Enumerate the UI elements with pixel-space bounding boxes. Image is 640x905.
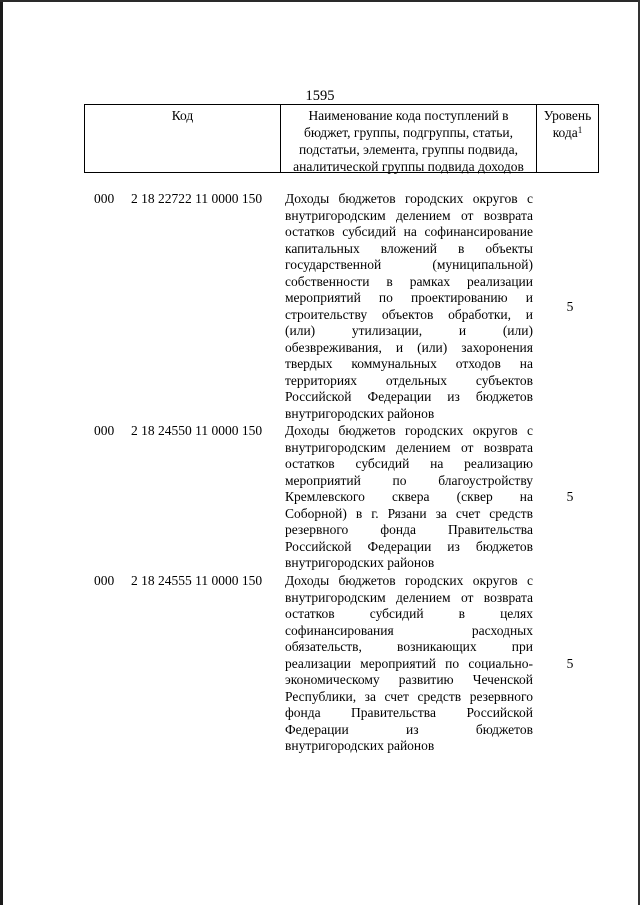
row-name-line: собственности в рамках реализации [285, 273, 533, 289]
row-revenue-code: 2 18 24555 11 0000 150 [131, 573, 263, 588]
row-name-line: внутригородских районов [285, 738, 435, 753]
row-name [285, 191, 533, 422]
row-name-line: государственной (муниципальной) [285, 257, 533, 272]
row-name-line: обязательств, возникающих при [285, 639, 533, 654]
row-name [285, 573, 533, 755]
row-name-line: Доходы бюджетов городских округов с [285, 423, 533, 438]
row-name-line: внутригородским делением от возврата [285, 589, 533, 605]
header-name-line: подстатьи, элемента, группы подвида, [298, 142, 519, 157]
row-name-line: внутригородским делением от возврата [285, 207, 533, 223]
row-name-line: Федерации из бюджетов [285, 721, 533, 737]
row-name-line: остатков субсидий на софинансирование [285, 224, 533, 239]
row-name-line: Республики, за счет средств резервного [285, 688, 533, 704]
header-level-line2 [537, 124, 598, 141]
page-number: 1595 [305, 88, 335, 104]
row-name-line: софинансирования расходных [285, 622, 533, 638]
row-admin-code: 000 [94, 573, 115, 588]
row-name-line: экономическому развитию Чеченской [285, 672, 533, 687]
row-name-line: резервного фонда Правительства [285, 522, 533, 537]
row-name [285, 423, 533, 572]
row-name-line: твердых коммунальных отходов на [285, 356, 533, 371]
row-name-line: внутригородским делением от возврата [285, 439, 533, 455]
row-revenue-code: 2 18 22722 11 0000 150 [131, 191, 263, 206]
row-name-line: мероприятий по проектированию и [285, 290, 533, 305]
row-name-line: реализации мероприятий по социально- [285, 655, 533, 671]
row-name-line: остатков субсидий в целях [285, 606, 533, 621]
row-name-line: капитальных вложений в объекты [285, 240, 533, 256]
row-level: 5 [566, 489, 574, 504]
header-name-line: бюджет, группы, подгруппы, статьи, [304, 125, 513, 140]
row-name-line: (или) утилизации, и (или) [285, 323, 533, 338]
row-name-line: Кремлевского сквера (сквер на [285, 489, 533, 504]
row-name-line: Доходы бюджетов городских округов с [285, 191, 533, 206]
row-name-line: мероприятий по благоустройству [285, 472, 533, 488]
row-name-line: Российской Федерации из бюджетов [285, 389, 533, 404]
header-level-line: Уровень [543, 108, 592, 123]
header-code-cell: Код [85, 105, 281, 172]
header-name-line: Наименование кода поступлений в [308, 108, 509, 123]
row-name-line: обезвреживания, и (или) захоронения [285, 339, 533, 355]
header-level-cell [537, 105, 598, 172]
row-name-line: фонда Правительства Российской [285, 705, 533, 720]
row-admin-code: 000 [94, 423, 115, 438]
header-name-line: аналитической группы подвида доходов [293, 159, 524, 174]
row-name-line: Доходы бюджетов городских округов с [285, 573, 533, 588]
header-level-footnote: 1 [577, 125, 583, 135]
scan-edge-left [0, 0, 3, 905]
row-level: 5 [566, 299, 574, 314]
row-name-line: Соборной) в г. Рязани за счет средств [285, 505, 533, 521]
header-level-word: кода [552, 125, 578, 140]
row-name-line: внутригородских районов [285, 405, 435, 421]
row-name-line: Российской Федерации из бюджетов [285, 538, 533, 554]
row-name-line: внутригородских районов [285, 555, 435, 570]
row-revenue-code: 2 18 24550 11 0000 150 [131, 423, 263, 438]
scan-edge-top [0, 0, 640, 2]
table-header [84, 104, 599, 173]
row-name-line: остатков субсидий на реализацию [285, 456, 533, 471]
row-name-line: территориях отдельных субъектов [285, 372, 533, 388]
row-level: 5 [566, 656, 574, 671]
header-name-cell [281, 105, 537, 172]
row-admin-code: 000 [94, 191, 115, 206]
row-name-line: строительству объектов обработки, и [285, 306, 533, 322]
